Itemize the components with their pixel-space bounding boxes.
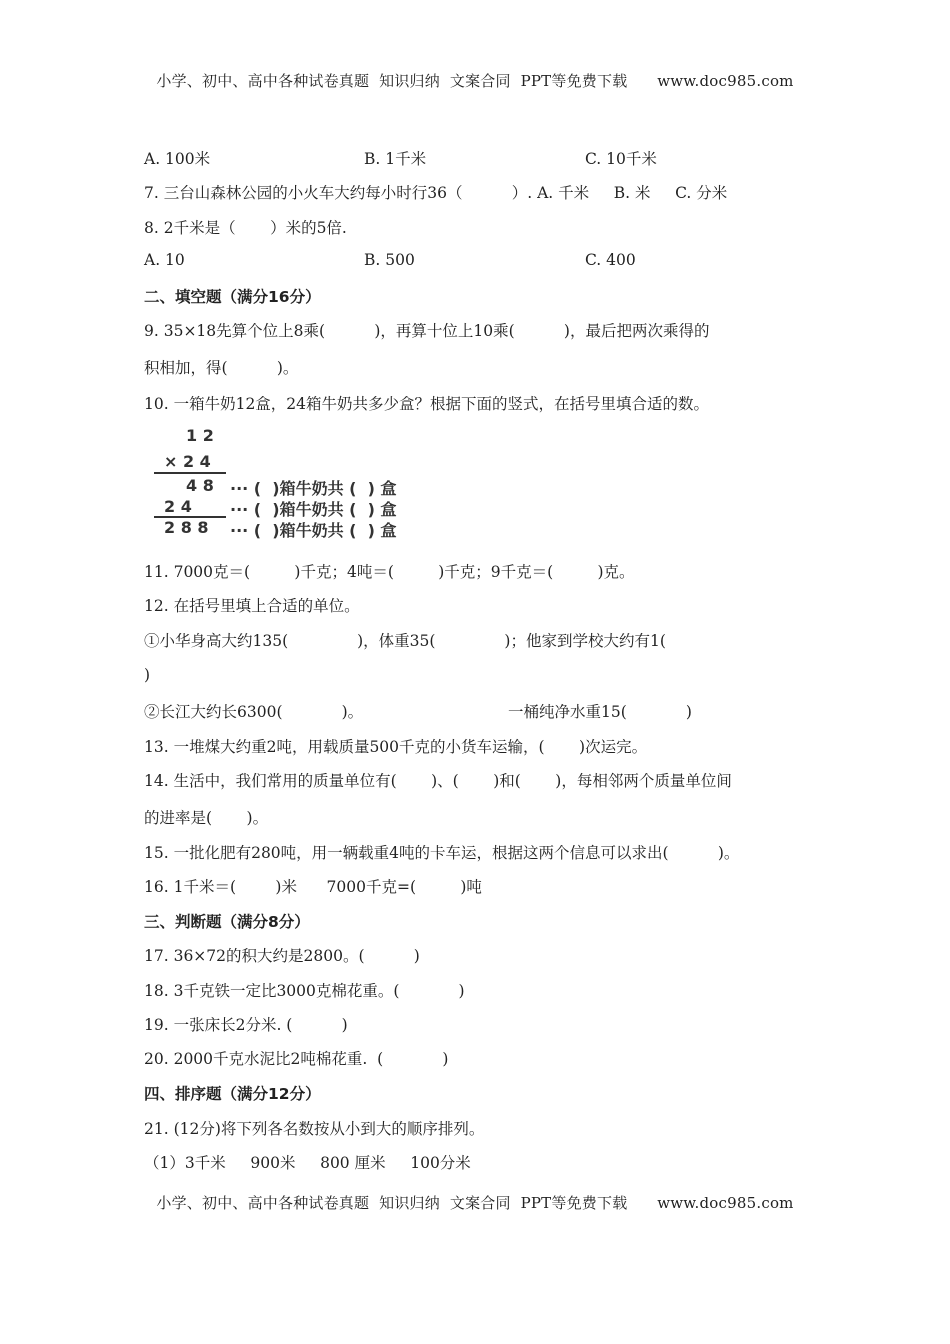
calc-row-multiplier: × 2 4 [164,452,211,471]
question-8: 8. 2千米是（ ）米的5倍. [144,219,347,237]
calc-row-partial-1: 4 8 [186,476,214,495]
calc-divider-1 [154,472,226,474]
question-21-part-1: （1）3千米 900米 800 厘米 100分米 [144,1154,471,1172]
question-20: 20. 2000千克水泥比2吨棉花重. ( ) [144,1050,449,1068]
page-header: 小学、初中、高中各种试卷真题 知识归纳 文案合同 PPT等免费下载 www.doc985.com [156,72,794,90]
question-9-line1: 9. 35×18先算个位上8乘( )，再算十位上10乘( )，最后把两次乘得的 [144,322,710,340]
section-title-ordering: 四、排序题（满分12分） [144,1085,321,1103]
question-12-part-1: ①小华身高大约135( )，体重35( )；他家到学校大约有1( [144,632,666,650]
question-13: 13. 一堆煤大约重2吨，用载质量500千克的小货车运输，( )次运完。 [144,738,648,756]
calc-row-product-label: ··· ( )箱牛奶共 ( ) 盒 [230,521,397,540]
question-14-line2: 的进率是( )。 [144,809,269,827]
q6-option-b: B. 1千米 [364,150,427,168]
question-17: 17. 36×72的积大约是2800。( ) [144,947,420,965]
question-21: 21. (12分)将下列各名数按从小到大的顺序排列。 [144,1120,485,1138]
calc-row-partial-2-label: ··· ( )箱牛奶共 ( ) 盒 [230,500,397,519]
calc-row-multiplicand: 1 2 [186,426,214,445]
calc-row-partial-2: 2 4 [164,497,192,516]
question-9-line2: 积相加，得( )。 [144,359,299,377]
question-12-part-2b: 一桶纯净水重15( ) [508,703,692,721]
question-10: 10. 一箱牛奶12盒，24箱牛奶共多少盒？根据下面的竖式，在括号里填合适的数。 [144,395,710,413]
question-7: 7. 三台山森林公园的小火车大约每小时行36（ ）. A. 千米 B. 米 C. 分米 [144,184,728,202]
calc-row-partial-1-label: ··· ( )箱牛奶共 ( ) 盒 [230,479,397,498]
q8-option-a: A. 10 [144,251,185,269]
section-title-judgement: 三、判断题（满分8分） [144,913,310,931]
question-19: 19. 一张床长2分米. ( ) [144,1016,348,1034]
question-11: 11. 7000克＝( )千克；4吨＝( )千克；9千克＝( )克。 [144,563,635,581]
q6-option-a: A. 100米 [144,150,211,168]
question-12-part-1-end: ) [144,666,151,684]
q8-option-b: B. 500 [364,251,415,269]
question-18: 18. 3千克铁一定比3000克棉花重。( ) [144,982,465,1000]
question-14-line1: 14. 生活中，我们常用的质量单位有( )、( )和( )，每相邻两个质量单位间 [144,772,732,790]
page-footer: 小学、初中、高中各种试卷真题 知识归纳 文案合同 PPT等免费下载 www.doc985.com [156,1194,794,1212]
calc-row-product: 2 8 8 [164,518,209,537]
question-15: 15. 一批化肥有280吨，用一辆载重4吨的卡车运，根据这两个信息可以求出( )。 [144,844,740,862]
question-12-part-2a: ②长江大约长6300( )。 [144,703,364,721]
vertical-multiplication [150,424,430,540]
question-12: 12. 在括号里填上合适的单位。 [144,597,360,615]
q8-option-c: C. 400 [585,251,636,269]
section-title-fill-in: 二、填空题（满分16分） [144,288,321,306]
question-16: 16. 1千米＝( )米 7000千克=( )吨 [144,878,482,896]
q6-option-c: C. 10千米 [585,150,657,168]
